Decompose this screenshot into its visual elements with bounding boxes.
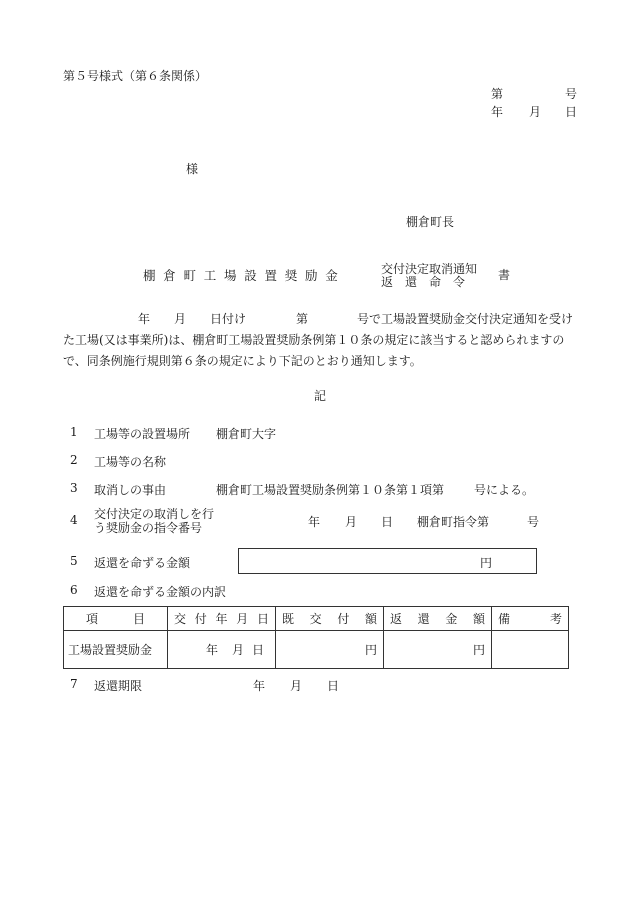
title-option-order: 返 還 命 令 <box>381 275 466 289</box>
item3-number: 3 <box>70 481 78 495</box>
item3-suffix: 号による。 <box>474 483 535 497</box>
item1-number: 1 <box>70 425 78 439</box>
item7-number: 7 <box>70 677 78 691</box>
item7-label: 返還期限 <box>94 679 143 693</box>
row-paid-amount[interactable]: 円 <box>276 631 384 669</box>
date-day: 日 <box>565 105 578 119</box>
item7-year: 年 <box>253 679 266 693</box>
breakdown-table <box>63 606 569 669</box>
item4-label-line2: う奨励金の指令番号 <box>94 521 203 535</box>
ki-heading: 記 <box>314 389 327 403</box>
item4-year: 年 <box>308 515 321 529</box>
table-row <box>64 631 569 669</box>
row-issue-date[interactable]: 年 月 日 <box>168 631 276 669</box>
form-label: 第５号様式（第６条関係） <box>63 69 208 83</box>
item1-label: 工場等の設置場所 <box>94 427 191 441</box>
item4-suffix: 号 <box>527 515 540 529</box>
body-line3: で、同条例施行規則第６条の規定により下記のとおり通知します。 <box>63 354 422 368</box>
body-day: 日付け <box>210 312 247 326</box>
header-issue-date: 交付年月日 <box>168 607 276 631</box>
title-suffix: 書 <box>498 268 511 282</box>
date-month: 月 <box>529 105 542 119</box>
body-year: 年 <box>138 312 151 326</box>
item4-directive: 棚倉町指令第 <box>417 515 490 529</box>
item7-month: 月 <box>290 679 303 693</box>
item6-label: 返還を命ずる金額の内訳 <box>94 585 227 599</box>
header-remarks: 備考 <box>492 607 569 631</box>
item4-month: 月 <box>345 515 358 529</box>
recipient-honorific: 様 <box>186 162 199 176</box>
item5-number: 5 <box>70 554 78 568</box>
item3-label: 取消しの事由 <box>94 483 167 497</box>
item5-unit: 円 <box>480 556 493 570</box>
body-month: 月 <box>174 312 187 326</box>
doc-number-suffix: 号 <box>565 87 578 101</box>
item2-number: 2 <box>70 453 78 467</box>
item3-value: 棚倉町工場設置奨励条例第１０条第１項第 <box>216 483 445 497</box>
body-line2: た工場(又は事業所)は、棚倉町工場設置奨励条例第１０条の規定に該当すると認められますの <box>63 333 565 347</box>
item6-number: 6 <box>70 583 78 597</box>
body-number-prefix: 第 <box>296 312 309 326</box>
document-title: 棚倉町工場設置奨励金 <box>143 268 346 283</box>
row-item: 工場設置奨励金 <box>64 631 168 669</box>
row-return-amount[interactable]: 円 <box>384 631 492 669</box>
item4-label-line1: 交付決定の取消しを行 <box>94 507 215 521</box>
item7-day: 日 <box>327 679 340 693</box>
item5-label: 返還を命ずる金額 <box>94 556 191 570</box>
header-return-amount: 返還金額 <box>384 607 492 631</box>
date-year: 年 <box>491 105 504 119</box>
header-paid-amount: 既交付額 <box>276 607 384 631</box>
doc-number-prefix: 第 <box>491 87 504 101</box>
row-remarks[interactable] <box>492 631 569 669</box>
item2-label: 工場等の名称 <box>94 455 167 469</box>
header-item: 項目 <box>64 607 168 631</box>
item4-day: 日 <box>381 515 394 529</box>
return-amount-box[interactable] <box>238 548 537 574</box>
item4-number: 4 <box>70 513 78 527</box>
body-line1-rest: 号で工場設置奨励金交付決定通知を受け <box>357 312 574 326</box>
issuer-title: 棚倉町長 <box>406 215 455 229</box>
item1-value: 棚倉町大字 <box>216 427 277 441</box>
title-option-notice: 交付決定取消通知 <box>381 262 478 276</box>
table-header-row <box>64 607 569 631</box>
